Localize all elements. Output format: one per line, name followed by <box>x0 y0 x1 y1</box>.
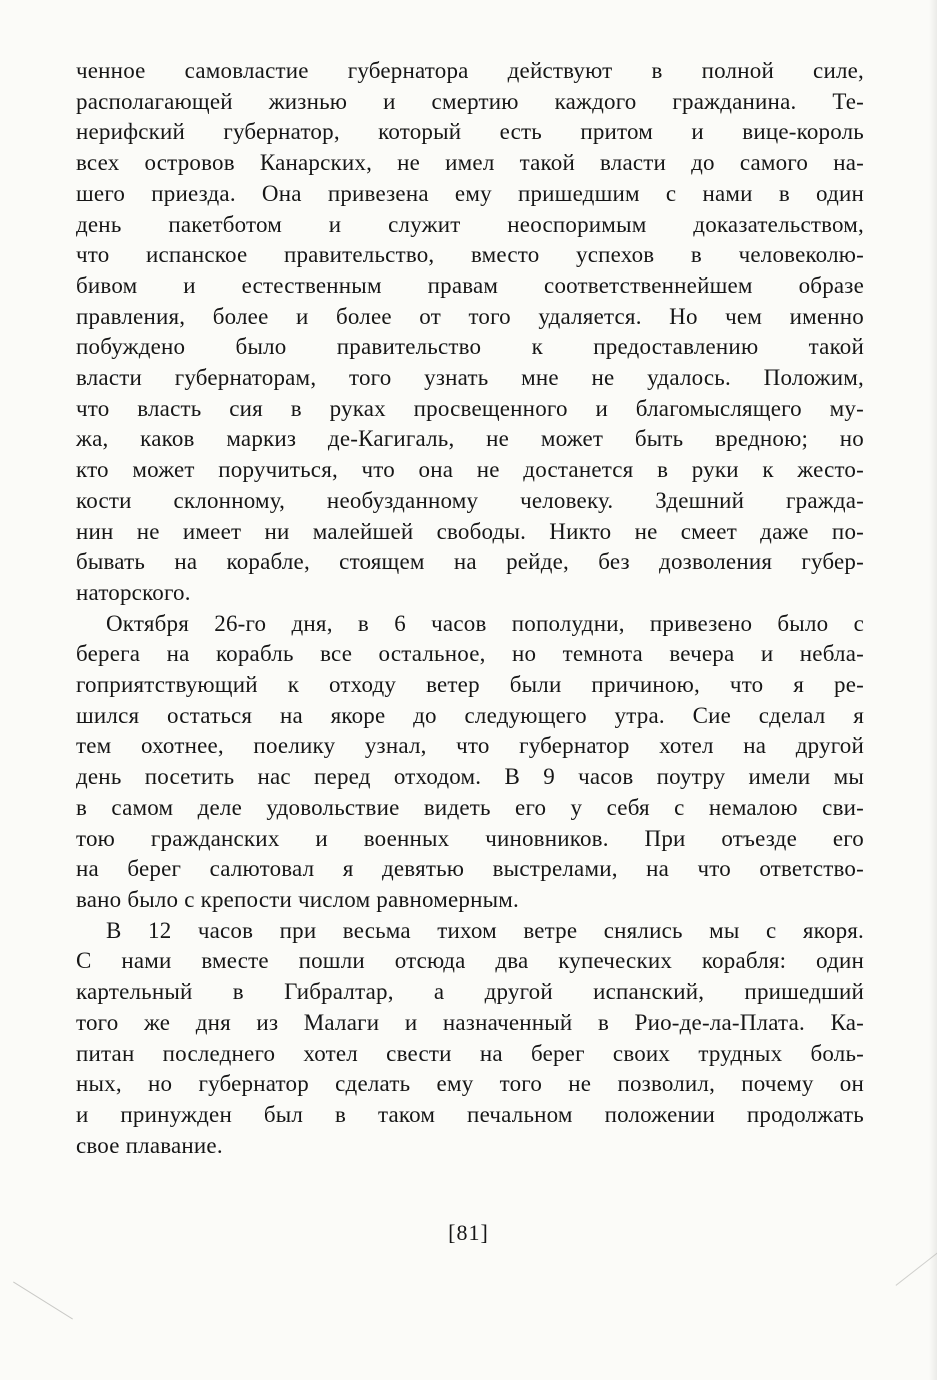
text-block <box>76 56 864 1161</box>
text-line: власти губернаторам, того узнать мне не удалось. Положим, <box>76 365 864 391</box>
text-line: кто может поручиться, что она не достанется в руки к жесто- <box>76 457 864 483</box>
text-line: кости склонному, необузданному человеку. Здешний гражда- <box>76 487 864 513</box>
paragraph <box>76 56 864 609</box>
text-line: вано было с крепости числом равномерным. <box>76 886 519 912</box>
text-line: В 12 часов при весьма тихом ветре снялись мы с якоря. <box>106 917 864 943</box>
text-line: тем охотнее, поелику узнал, что губернатор хотел на другой <box>76 733 864 759</box>
text-line: шился остаться на якоре до следующего утра. Сие сделал я <box>76 702 864 728</box>
text-line: того же дня из Малаги и назначенный в Рио-де-ла-Плата. Ка- <box>76 1009 864 1035</box>
text-line: и принужден был в таком печальном положении продолжать <box>76 1101 864 1127</box>
text-line: наторского. <box>76 579 191 605</box>
text-line: ных, но губернатор сделать ему того не позволил, почему он <box>76 1071 864 1097</box>
text-line: день посетить нас перед отходом. В 9 часов поутру имели мы <box>76 764 864 790</box>
text-line: на берег салютовал я девятью выстрелами, на что ответство- <box>76 856 864 882</box>
scan-artifact-bottom-left <box>13 1282 73 1320</box>
paragraph <box>76 609 864 916</box>
text-line: что испанское правительство, вместо успехов в человеколю- <box>76 242 864 268</box>
text-line: картельный в Гибралтар, а другой испанский, пришедший <box>76 979 864 1005</box>
text-line: бывать на корабле, стоящем на рейде, без дозволения губер- <box>76 549 864 575</box>
scan-artifact-bottom-right <box>896 1251 937 1286</box>
text-line: побуждено было правительство к предоставлению такой <box>76 334 864 360</box>
text-line: всех островов Канарских, не имел такой власти до самого на- <box>76 150 864 176</box>
text-line: что власть сия в руках просвещенного и благомыслящего му- <box>76 395 864 421</box>
text-line: С нами вместе пошли отсюда два купеческих корабля: один <box>76 948 864 974</box>
text-line: Октября 26-го дня, в 6 часов пополудни, привезено было с <box>106 610 864 636</box>
page-number: [81] <box>448 1220 489 1245</box>
text-line: ченное самовластие губернатора действуют в полной силе, <box>76 58 864 83</box>
paragraph <box>76 916 864 1162</box>
text-line: гоприятствующий к отходу ветер были причиною, что я ре- <box>76 672 864 698</box>
text-line: правления, более и более от того удаляется. Но чем именно <box>76 303 864 329</box>
text-line: день пакетботом и служит неоспоримым доказательством, <box>76 211 864 237</box>
scan-edge-shade <box>929 0 937 1380</box>
text-line: нин не имеет ни малейшей свободы. Никто не смеет даже по- <box>76 518 864 544</box>
text-line: свое плавание. <box>76 1132 223 1158</box>
text-line: в самом деле удовольствие видеть его у себя с немалою сви- <box>76 794 864 820</box>
text-line: располагающей жизнью и смертию каждого гражданина. Те- <box>76 88 864 114</box>
text-line: нерифский губернатор, который есть притом и вице-король <box>76 119 864 145</box>
text-line: берега на корабль все остальное, но темнота вечера и небла- <box>76 641 864 667</box>
text-line: питан последнего хотел свести на берег своих трудных боль- <box>76 1040 864 1066</box>
text-line: тою гражданских и военных чиновников. При отъезде его <box>76 825 864 851</box>
text-line: шего приезда. Она привезена ему пришедшим с нами в один <box>76 180 864 206</box>
text-line: жа, каков маркиз де-Кагигаль, не может быть вредною; но <box>76 426 864 452</box>
text-line: бивом и естественным правам соответственнейшем образе <box>76 272 864 298</box>
